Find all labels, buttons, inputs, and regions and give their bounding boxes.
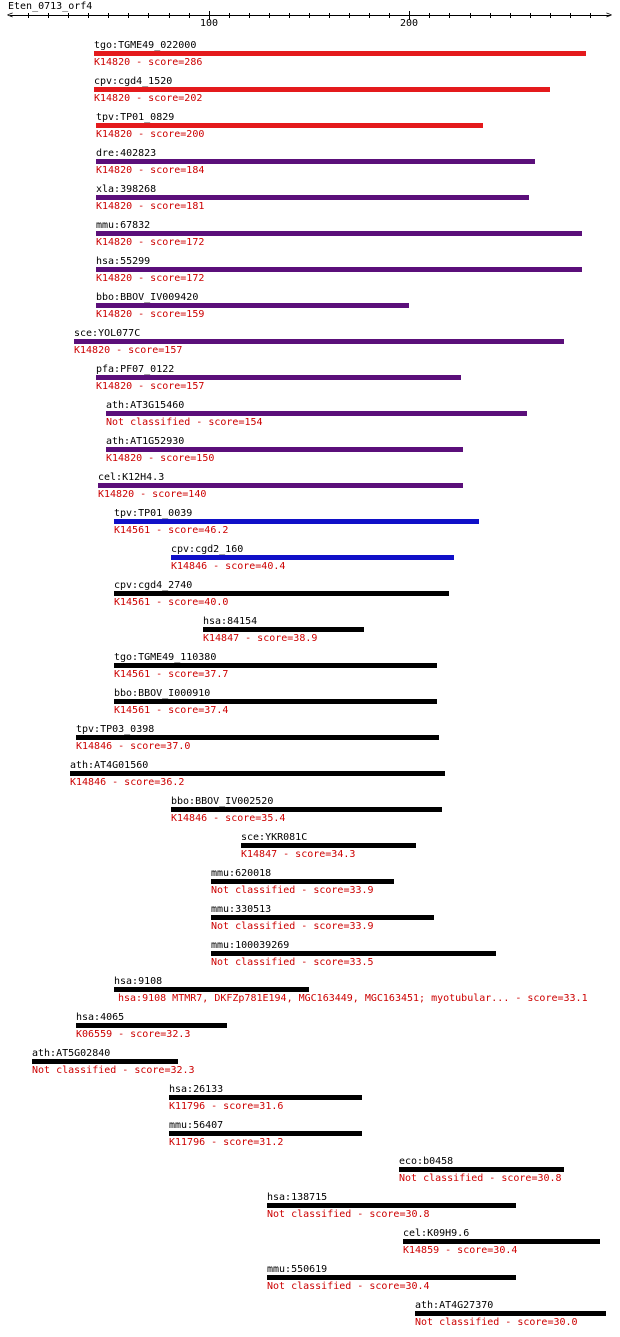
- ruler-tick: [530, 13, 531, 18]
- ruler-tick: [470, 13, 471, 18]
- ruler-tick: [309, 13, 310, 18]
- hit-bar[interactable]: [94, 87, 550, 92]
- ruler-tick: [570, 13, 571, 18]
- hit-description[interactable]: Not classified - score=30.8: [267, 1209, 430, 1220]
- hit-name[interactable]: ath:AT4G01560: [70, 760, 149, 771]
- hit-name[interactable]: cpv:cgd4_1520: [94, 76, 173, 87]
- hit-name[interactable]: mmu:67832: [96, 220, 151, 231]
- hit-bar[interactable]: [203, 627, 364, 632]
- hit-description[interactable]: K14846 - score=37.0: [76, 741, 191, 752]
- hit-name[interactable]: pfa:PF07_0122: [96, 364, 175, 375]
- hit-bar[interactable]: [114, 519, 479, 524]
- hit-description[interactable]: K14847 - score=38.9: [203, 633, 318, 644]
- hit-name[interactable]: sce:YKR081C: [241, 832, 308, 843]
- hit-name[interactable]: hsa:138715: [267, 1192, 328, 1203]
- ruler-tick: [148, 13, 149, 18]
- hit-description[interactable]: K11796 - score=31.6: [169, 1101, 284, 1112]
- hit-name[interactable]: ath:AT3G15460: [106, 400, 185, 411]
- hit-name[interactable]: hsa:55299: [96, 256, 151, 267]
- hit-description[interactable]: K14859 - score=30.4: [403, 1245, 518, 1256]
- hit-name[interactable]: cpv:cgd2_160: [171, 544, 244, 555]
- hit-bar[interactable]: [267, 1275, 516, 1280]
- hit-bar[interactable]: [211, 879, 394, 884]
- hit-bar[interactable]: [96, 303, 409, 308]
- ruler-tick: [88, 13, 89, 18]
- hit-bar[interactable]: [96, 159, 535, 164]
- hit-description[interactable]: Not classified - score=33.5: [211, 957, 374, 968]
- hit-bar[interactable]: [70, 771, 445, 776]
- ruler-tick: [189, 13, 190, 18]
- hit-bar[interactable]: [96, 195, 529, 200]
- hit-description[interactable]: K14820 - score=202: [94, 93, 203, 104]
- hit-name[interactable]: tgo:TGME49_022000: [94, 40, 197, 51]
- hit-description[interactable]: K14846 - score=40.4: [171, 561, 286, 572]
- hit-description[interactable]: K06559 - score=32.3: [76, 1029, 191, 1040]
- hit-description[interactable]: hsa:9108 MTMR7, DKFZp781E194, MGC163449, MGC163451; myotubular... - score=33.1: [118, 993, 588, 1004]
- hit-name[interactable]: mmu:56407: [169, 1120, 224, 1131]
- hit-bar[interactable]: [171, 555, 454, 560]
- ruler-tick-label: 200: [400, 18, 419, 29]
- hit-bar[interactable]: [171, 807, 442, 812]
- hit-bar[interactable]: [96, 375, 461, 380]
- hit-description[interactable]: K14846 - score=36.2: [70, 777, 185, 788]
- hit-description[interactable]: K14820 - score=172: [96, 273, 205, 284]
- hit-description[interactable]: K14561 - score=46.2: [114, 525, 229, 536]
- hit-bar[interactable]: [96, 231, 582, 236]
- hit-name[interactable]: tgo:TGME49_110380: [114, 652, 217, 663]
- hit-name[interactable]: ath:AT4G27370: [415, 1300, 494, 1311]
- hit-bar[interactable]: [169, 1131, 362, 1136]
- hit-name[interactable]: tpv:TP01_0829: [96, 112, 175, 123]
- hit-bar[interactable]: [114, 987, 309, 992]
- ruler-tick: [48, 13, 49, 18]
- hit-name[interactable]: hsa:4065: [76, 1012, 125, 1023]
- hit-description[interactable]: K14820 - score=159: [96, 309, 205, 320]
- ruler-tick-label: 100: [200, 18, 219, 29]
- hit-description[interactable]: K14561 - score=37.7: [114, 669, 229, 680]
- ruler-arrow-left-icon: <: [7, 10, 14, 21]
- ruler-tick: [369, 13, 370, 18]
- hit-bar[interactable]: [241, 843, 416, 848]
- hit-name[interactable]: bbo:BBOV_IV002520: [171, 796, 274, 807]
- hit-name[interactable]: sce:YOL077C: [74, 328, 141, 339]
- ruler-tick: [449, 13, 450, 18]
- hit-description[interactable]: K14820 - score=140: [98, 489, 207, 500]
- hit-description[interactable]: K14820 - score=200: [96, 129, 205, 140]
- hit-description[interactable]: Not classified - score=33.9: [211, 885, 374, 896]
- hit-description[interactable]: Not classified - score=30.8: [399, 1173, 562, 1184]
- hit-description[interactable]: K14820 - score=157: [96, 381, 205, 392]
- hit-bar[interactable]: [403, 1239, 600, 1244]
- hit-name[interactable]: bbo:BBOV_IV009420: [96, 292, 199, 303]
- ruler-line: [10, 15, 610, 16]
- ruler-tick: [108, 13, 109, 18]
- hit-bar[interactable]: [96, 123, 483, 128]
- hit-bar[interactable]: [106, 447, 463, 452]
- hit-bar[interactable]: [114, 663, 437, 668]
- hit-name[interactable]: cel:K09H9.6: [403, 1228, 470, 1239]
- hit-name[interactable]: mmu:620018: [211, 868, 272, 879]
- hit-bar[interactable]: [114, 699, 437, 704]
- hit-description[interactable]: K14820 - score=286: [94, 57, 203, 68]
- hit-name[interactable]: tpv:TP01_0039: [114, 508, 193, 519]
- hit-description[interactable]: K14820 - score=172: [96, 237, 205, 248]
- hit-bar[interactable]: [76, 735, 439, 740]
- hit-bar[interactable]: [98, 483, 463, 488]
- query-title: Eten_0713_orf4: [8, 1, 93, 12]
- hit-description[interactable]: Not classified - score=32.3: [32, 1065, 195, 1076]
- hit-bar[interactable]: [74, 339, 564, 344]
- hit-name[interactable]: ath:AT5G02840: [32, 1048, 111, 1059]
- hit-bar[interactable]: [76, 1023, 227, 1028]
- hit-bar[interactable]: [267, 1203, 516, 1208]
- ruler-tick: [590, 13, 591, 18]
- hit-name[interactable]: dre:402823: [96, 148, 157, 159]
- hit-description[interactable]: Not classified - score=33.9: [211, 921, 374, 932]
- ruler-tick: [28, 13, 29, 18]
- hit-name[interactable]: bbo:BBOV_I000910: [114, 688, 211, 699]
- hit-name[interactable]: mmu:330513: [211, 904, 272, 915]
- ruler-tick: [169, 13, 170, 18]
- ruler-tick: [429, 13, 430, 18]
- hit-bar[interactable]: [32, 1059, 178, 1064]
- hit-bar[interactable]: [96, 267, 582, 272]
- hit-description[interactable]: K14561 - score=37.4: [114, 705, 229, 716]
- hit-name[interactable]: xla:398268: [96, 184, 157, 195]
- ruler-tick: [68, 13, 69, 18]
- ruler-tick: [510, 13, 511, 18]
- hit-name[interactable]: hsa:84154: [203, 616, 258, 627]
- hit-name[interactable]: tpv:TP03_0398: [76, 724, 155, 735]
- hit-bar[interactable]: [106, 411, 527, 416]
- ruler-tick: [289, 13, 290, 18]
- ruler-tick: [349, 13, 350, 18]
- hit-name[interactable]: eco:b0458: [399, 1156, 454, 1167]
- hit-name[interactable]: cel:K12H4.3: [98, 472, 165, 483]
- hit-bar[interactable]: [169, 1095, 362, 1100]
- hit-name[interactable]: cpv:cgd4_2740: [114, 580, 193, 591]
- hit-description[interactable]: Not classified - score=154: [106, 417, 263, 428]
- hit-name[interactable]: mmu:550619: [267, 1264, 328, 1275]
- ruler-tick: [269, 13, 270, 18]
- hit-description[interactable]: K14820 - score=150: [106, 453, 215, 464]
- ruler-arrow-right-icon: >: [606, 10, 613, 21]
- hit-description[interactable]: Not classified - score=30.0: [415, 1317, 578, 1328]
- ruler-tick: [329, 13, 330, 18]
- hit-description[interactable]: Not classified - score=30.4: [267, 1281, 430, 1292]
- hit-name[interactable]: mmu:100039269: [211, 940, 290, 951]
- hit-description[interactable]: K14847 - score=34.3: [241, 849, 356, 860]
- hit-description[interactable]: K14820 - score=157: [74, 345, 183, 356]
- ruler-tick: [229, 13, 230, 18]
- ruler-tick: [490, 13, 491, 18]
- hit-bar[interactable]: [399, 1167, 564, 1172]
- hit-description[interactable]: K11796 - score=31.2: [169, 1137, 284, 1148]
- hit-description[interactable]: K14846 - score=35.4: [171, 813, 286, 824]
- hit-description[interactable]: K14820 - score=184: [96, 165, 205, 176]
- ruler-tick: [249, 13, 250, 18]
- ruler-tick: [128, 13, 129, 18]
- hit-name[interactable]: hsa:9108: [114, 976, 163, 987]
- hit-name[interactable]: ath:AT1G52930: [106, 436, 185, 447]
- hit-bar[interactable]: [415, 1311, 606, 1316]
- hit-description[interactable]: K14561 - score=40.0: [114, 597, 229, 608]
- hit-bar[interactable]: [211, 915, 434, 920]
- hit-bar[interactable]: [114, 591, 449, 596]
- hit-name[interactable]: hsa:26133: [169, 1084, 224, 1095]
- hit-bar[interactable]: [211, 951, 496, 956]
- ruler-tick: [550, 13, 551, 18]
- ruler-tick: [389, 13, 390, 18]
- hit-description[interactable]: K14820 - score=181: [96, 201, 205, 212]
- hit-bar[interactable]: [94, 51, 586, 56]
